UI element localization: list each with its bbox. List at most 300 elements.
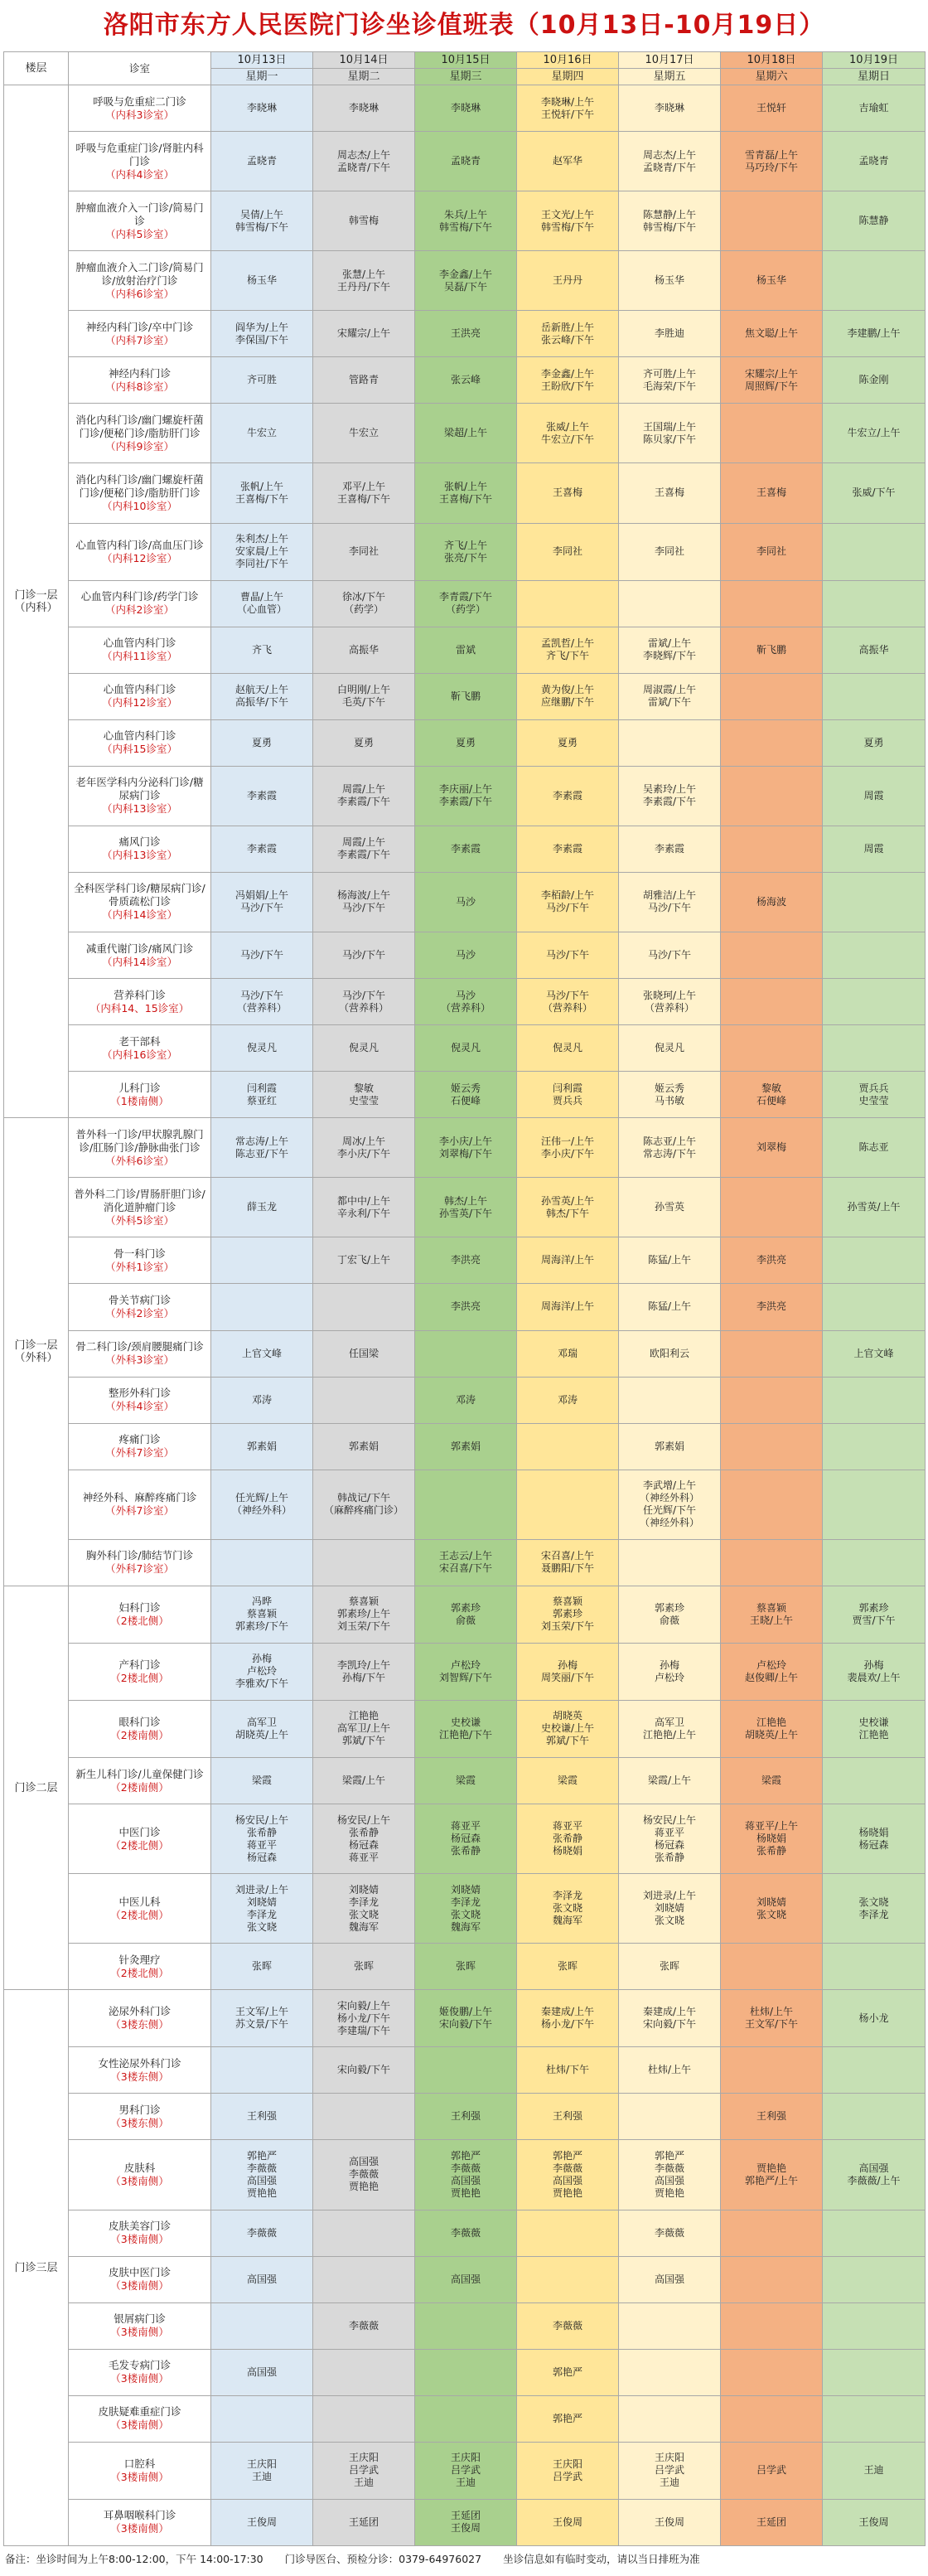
clinic-name: 肿瘤血液介入二门诊/简易门诊/放射治疗门诊 — [75, 260, 204, 287]
table-row — [4, 872, 926, 932]
doctor-cell: 王悦轩 — [721, 85, 823, 132]
doctor-cell: 刘翠梅 — [721, 1118, 823, 1178]
doctor-cell: 宋向毅/下午 — [313, 2047, 415, 2094]
doctor-cell — [721, 2395, 823, 2442]
doctor-cell: 郭艳严 李薇薇 高国强 贾艳艳 — [211, 2140, 313, 2210]
clinic-name: 新生儿科门诊/儿童保健门诊 — [75, 1767, 204, 1780]
doctor-cell: 杨安民/上午 张希静 杨冠森 蒋亚平 — [313, 1804, 415, 1874]
doctor-cell: 王俊周 — [211, 2499, 313, 2545]
doctor-cell: 史校谦 江艳艳/下午 — [415, 1700, 517, 1757]
table-row — [4, 1586, 926, 1643]
doctor-cell: 高振华 — [823, 627, 926, 673]
clinic-room: （外科2诊室） — [105, 1306, 174, 1319]
table-row — [4, 85, 926, 132]
doctor-cell — [517, 2210, 619, 2256]
clinic-name: 疼痛门诊 — [118, 1433, 161, 1446]
clinic-name: 口腔科 — [123, 2457, 156, 2470]
doctor-cell: 姬云秀 马书敏 — [619, 1072, 721, 1118]
doctor-cell: 管路青 — [313, 357, 415, 404]
clinic-cell — [69, 2395, 211, 2442]
doctor-cell: 王喜梅 — [619, 463, 721, 523]
doctor-cell: 张云峰 — [415, 357, 517, 404]
clinic-cell — [69, 1700, 211, 1757]
doctor-cell: 赵军华 — [517, 132, 619, 191]
doctor-cell: 杨玉华 — [211, 251, 313, 311]
clinic-name: 整形外科门诊 — [108, 1387, 171, 1400]
doctor-cell — [823, 2395, 926, 2442]
table-row — [4, 2302, 926, 2349]
floor-label: 门诊一层 （外科） — [4, 1118, 69, 1586]
doctor-cell: 高国强 — [619, 2256, 721, 2302]
doctor-cell: 任国梁 — [313, 1330, 415, 1377]
doctor-cell: 常志涛/上午 陈志亚/下午 — [211, 1118, 313, 1178]
doctor-cell: 张晖 — [415, 1944, 517, 1990]
doctor-cell: 邓涛 — [517, 1377, 619, 1423]
doctor-cell — [721, 1423, 823, 1470]
doctor-cell: 陈猛/上午 — [619, 1284, 721, 1330]
doctor-cell: 孙雪英/上午 — [823, 1178, 926, 1237]
clinic-name: 骨关节病门诊 — [108, 1293, 171, 1306]
doctor-cell: 马沙/下午 — [211, 932, 313, 979]
doctor-cell — [619, 1377, 721, 1423]
doctor-cell: 周霞/上午 李素霞/下午 — [313, 826, 415, 872]
doctor-cell: 高国强 — [211, 2256, 313, 2302]
doctor-cell: 陈志亚/上午 常志涛/下午 — [619, 1118, 721, 1178]
clinic-name: 针灸理疗 — [118, 1953, 161, 1966]
doctor-cell: 邓瑞 — [517, 1330, 619, 1377]
schedule-body — [4, 85, 926, 2546]
doctor-cell: 周霞 — [823, 826, 926, 872]
clinic-cell — [69, 191, 211, 251]
clinic-room: （内科14诊室） — [102, 955, 177, 968]
doctor-cell: 张晖 — [517, 1944, 619, 1990]
table-row — [4, 1758, 926, 1804]
doctor-cell: 曹晶/上午 （心血管） — [211, 580, 313, 627]
clinic-cell — [69, 1072, 211, 1118]
doctor-cell — [721, 1025, 823, 1072]
doctor-cell: 李武增/上午 （神经外科） 任光辉/下午 （神经外科） — [619, 1470, 721, 1539]
doctor-cell: 雷斌 — [415, 627, 517, 673]
clinic-room: （外科1诊室） — [105, 1260, 174, 1273]
doctor-cell — [721, 1470, 823, 1539]
doctor-cell: 梁霞/上午 — [313, 1758, 415, 1804]
doctor-cell: 吉瑜虹 — [823, 85, 926, 132]
clinic-cell — [69, 1330, 211, 1377]
doctor-cell — [823, 1377, 926, 1423]
doctor-cell: 高国强 李薇薇/上午 — [823, 2140, 926, 2210]
doctor-cell — [721, 2256, 823, 2302]
clinic-cell — [69, 85, 211, 132]
doctor-cell: 闫利霞 贾兵兵 — [517, 1072, 619, 1118]
doctor-cell — [823, 1539, 926, 1586]
doctor-cell: 杜炜/上午 王文军/下午 — [721, 1990, 823, 2047]
doctor-cell — [415, 2349, 517, 2395]
doctor-cell: 杜炜/上午 — [619, 2047, 721, 2094]
doctor-cell: 高国强 — [415, 2256, 517, 2302]
doctor-cell — [721, 1539, 823, 1586]
doctor-cell: 张晖 — [619, 1944, 721, 1990]
doctor-cell: 蒋亚平 张希静 杨晓娟 — [517, 1804, 619, 1874]
doctor-cell: 吴素玲/上午 李素霞/下午 — [619, 766, 721, 826]
clinic-room: （3楼东侧） — [110, 2116, 169, 2129]
clinic-cell — [69, 1758, 211, 1804]
table-row — [4, 2047, 926, 2094]
doctor-cell — [823, 1944, 926, 1990]
clinic-room: （3楼东侧） — [110, 2018, 169, 2031]
table-row — [4, 2210, 926, 2256]
clinic-room: （2楼北侧） — [110, 1614, 169, 1627]
clinic-cell — [69, 1025, 211, 1072]
clinic-room: （外科7诊室） — [105, 1446, 174, 1460]
doctor-cell: 郭艳严 李薇薇 高国强 贾艳艳 — [619, 2140, 721, 2210]
doctor-cell: 马沙/下午 — [619, 932, 721, 979]
doctor-cell — [313, 2210, 415, 2256]
doctor-cell: 李晓琳 — [415, 85, 517, 132]
date-header-row — [4, 52, 926, 69]
doctor-cell — [517, 580, 619, 627]
phone-note: 门诊导医台、预检分诊：0379-64976027 — [284, 2553, 482, 2565]
clinic-name: 减重代谢门诊/痛风门诊 — [85, 942, 194, 955]
clinic-name: 全科医学科门诊/糖尿病门诊/骨质疏松门诊 — [74, 882, 205, 908]
doctor-cell: 王喜梅 — [721, 463, 823, 523]
doctor-cell: 李同社 — [517, 523, 619, 580]
clinic-room: （2楼北侧） — [110, 1671, 169, 1684]
doctor-cell: 靳飞鹏 — [721, 627, 823, 673]
doctor-cell: 李同社 — [619, 523, 721, 580]
clinic-room: （内科12诊室） — [102, 696, 177, 709]
clinic-cell — [69, 2499, 211, 2545]
clinic-name: 呼吸与危重症二门诊 — [93, 94, 186, 108]
doctor-cell: 梁霞 — [415, 1758, 517, 1804]
table-row — [4, 2499, 926, 2545]
clinic-cell — [69, 2302, 211, 2349]
table-row — [4, 2094, 926, 2140]
clinic-cell — [69, 523, 211, 580]
doctor-cell: 杨安民/上午 蒋亚平 杨冠森 张希静 — [619, 1804, 721, 1874]
doctor-cell: 周淑霞/上午 雷斌/下午 — [619, 673, 721, 719]
doctor-cell: 王庆阳 吕学武 — [517, 2442, 619, 2499]
doctor-cell: 焦文聪/上午 — [721, 311, 823, 357]
doctor-cell: 靳飞鹏 — [415, 673, 517, 719]
clinic-room: （内科16诊室） — [102, 1048, 177, 1061]
clinic-room: （内科4诊室） — [105, 167, 174, 181]
doctor-cell: 王利强 — [721, 2094, 823, 2140]
clinic-cell — [69, 251, 211, 311]
table-row — [4, 311, 926, 357]
doctor-cell: 韩战记/下午 （麻醉疼痛门诊） — [313, 1470, 415, 1539]
table-row — [4, 1284, 926, 1330]
doctor-cell: 王庆阳 吕学武 王迪 — [415, 2442, 517, 2499]
clinic-name: 神经外科、麻醉疼痛门诊 — [82, 1491, 197, 1504]
doctor-cell — [721, 580, 823, 627]
clinic-name: 神经内科门诊 — [108, 366, 171, 380]
clinic-cell — [69, 1944, 211, 1990]
doctor-cell: 高国强 李薇薇 贾艳艳 — [313, 2140, 415, 2210]
doctor-cell: 汪伟一/上午 李小庆/下午 — [517, 1118, 619, 1178]
date-header: 10月14日 — [313, 52, 415, 69]
doctor-cell: 张晓珂/上午 （营养科） — [619, 979, 721, 1025]
doctor-cell: 李同社 — [313, 523, 415, 580]
doctor-cell: 王利强 — [211, 2094, 313, 2140]
clinic-name: 痛风门诊 — [118, 835, 161, 849]
clinic-cell — [69, 1539, 211, 1586]
doctor-cell: 姬云秀 石便峰 — [415, 1072, 517, 1118]
clinic-cell — [69, 1377, 211, 1423]
table-row — [4, 1178, 926, 1237]
doctor-cell — [619, 2349, 721, 2395]
clinic-room: （2楼南侧） — [110, 1780, 169, 1794]
table-row — [4, 979, 926, 1025]
doctor-cell: 马沙/下午 （营养科） — [211, 979, 313, 1025]
doctor-cell: 韩雪梅 — [313, 191, 415, 251]
doctor-cell: 李洪亮 — [721, 1237, 823, 1284]
clinic-room: （1楼南侧） — [110, 1094, 169, 1107]
doctor-cell: 刘晓婧 李泽龙 张文晓 魏海军 — [313, 1874, 415, 1944]
clinic-cell — [69, 463, 211, 523]
clinic-room: （内科7诊室） — [105, 333, 174, 346]
doctor-cell — [211, 2047, 313, 2094]
clinic-room: （3楼南侧） — [110, 2522, 169, 2535]
doctor-cell: 高军卫 江艳艳/上午 — [619, 1700, 721, 1757]
clinic-cell — [69, 357, 211, 404]
doctor-cell: 黄为俊/上午 应继鹏/下午 — [517, 673, 619, 719]
doctor-cell: 都中中/上午 辛永利/下午 — [313, 1178, 415, 1237]
doctor-cell — [721, 979, 823, 1025]
doctor-cell — [823, 1025, 926, 1072]
doctor-cell: 马沙/下午 （营养科） — [313, 979, 415, 1025]
doctor-cell: 上官文峰 — [211, 1330, 313, 1377]
clinic-name: 普外科一门诊/甲状腺乳腺门诊/肛肠门诊/静脉曲张门诊 — [75, 1127, 204, 1154]
table-row — [4, 357, 926, 404]
clinic-room: （内科5诊室） — [105, 227, 174, 240]
doctor-cell: 史校谦 江艳艳 — [823, 1700, 926, 1757]
doctor-cell: 陈金刚 — [823, 357, 926, 404]
doctor-cell: 王俊周 — [517, 2499, 619, 2545]
doctor-cell: 孙梅 裴晨欢/上午 — [823, 1643, 926, 1700]
doctor-cell: 卢松玲 刘智辉/下午 — [415, 1643, 517, 1700]
clinic-name: 皮肤科 — [123, 2161, 156, 2174]
table-row — [4, 627, 926, 673]
clinic-room: （3楼南侧） — [110, 2233, 169, 2246]
doctor-cell: 张慧/上午 王丹丹/下午 — [313, 251, 415, 311]
clinic-room: （内科11诊室） — [102, 650, 177, 663]
table-row — [4, 673, 926, 719]
clinic-room: （3楼南侧） — [110, 2326, 169, 2339]
doctor-cell: 李洪亮 — [415, 1237, 517, 1284]
doctor-cell: 王志云/上午 宋召喜/下午 — [415, 1539, 517, 1586]
doctor-cell: 李同社 — [721, 523, 823, 580]
doctor-cell: 秦建成/上午 宋向毅/下午 — [619, 1990, 721, 2047]
doctor-cell: 江艳艳 胡晓英/上午 — [721, 1700, 823, 1757]
doctor-cell: 周霞/上午 李素霞/下午 — [313, 766, 415, 826]
doctor-cell — [415, 2395, 517, 2442]
clinic-room: （3楼南侧） — [110, 2419, 169, 2432]
doctor-cell: 杨海波/上午 马沙/下午 — [313, 872, 415, 932]
table-row — [4, 719, 926, 766]
doctor-cell: 齐可胜 — [211, 357, 313, 404]
clinic-room: （内科3诊室） — [105, 108, 174, 121]
doctor-cell: 杨安民/上午 张希静 蒋亚平 杨冠森 — [211, 1804, 313, 1874]
doctor-cell: 马沙 — [415, 932, 517, 979]
doctor-cell: 蒋亚平 杨冠森 张希静 — [415, 1804, 517, 1874]
doctor-cell — [517, 2256, 619, 2302]
doctor-cell: 王文军/上午 苏文景/下午 — [211, 1990, 313, 2047]
doctor-cell: 徐冰/下午 （药学） — [313, 580, 415, 627]
doctor-cell: 孙雪英/上午 韩杰/下午 — [517, 1178, 619, 1237]
doctor-cell: 马沙/下午 — [517, 932, 619, 979]
clinic-cell — [69, 1470, 211, 1539]
clinic-cell — [69, 311, 211, 357]
doctor-cell: 郭素娟 — [313, 1423, 415, 1470]
clinic-room: （内科10诊室） — [102, 499, 177, 512]
doctor-cell: 李青霞/下午 （药学） — [415, 580, 517, 627]
doctor-cell: 高军卫 胡晓英/上午 — [211, 1700, 313, 1757]
doctor-cell: 王国瑞/上午 陈贝家/下午 — [619, 404, 721, 463]
doctor-cell — [211, 1284, 313, 1330]
table-row — [4, 251, 926, 311]
doctor-cell: 李庆丽/上午 李素霞/下午 — [415, 766, 517, 826]
doctor-cell: 李晓琳 — [313, 85, 415, 132]
doctor-cell: 孟晓青 — [211, 132, 313, 191]
doctor-cell: 王洪亮 — [415, 311, 517, 357]
doctor-cell — [313, 2094, 415, 2140]
doctor-cell: 郭素珍 俞薇 — [415, 1586, 517, 1643]
doctor-cell — [211, 1539, 313, 1586]
clinic-room: （2楼北侧） — [110, 1966, 169, 1979]
doctor-cell: 贾兵兵 史莹莹 — [823, 1072, 926, 1118]
doctor-cell — [823, 251, 926, 311]
doctor-cell — [619, 719, 721, 766]
clinic-room: （内科12诊室） — [102, 551, 177, 564]
weekday-header: 星期六 — [721, 69, 823, 85]
clinic-name: 泌尿外科门诊 — [108, 2005, 171, 2018]
clinic-name: 心血管内科门诊 — [103, 637, 176, 650]
doctor-cell — [823, 1237, 926, 1284]
clinic-cell — [69, 673, 211, 719]
clinic-room: （外科4诊室） — [105, 1400, 174, 1413]
doctor-cell: 李素霞 — [619, 826, 721, 872]
doctor-cell — [721, 2210, 823, 2256]
table-row — [4, 1330, 926, 1377]
doctor-cell: 胡晓英 史校谦/上午 郭斌/下午 — [517, 1700, 619, 1757]
doctor-cell: 李素霞 — [517, 826, 619, 872]
clinic-cell — [69, 1423, 211, 1470]
clinic-name: 心血管内科门诊/药学门诊 — [80, 590, 199, 603]
clinic-name: 骨一科门诊 — [114, 1247, 166, 1260]
doctor-cell: 张帆/上午 王喜梅/下午 — [415, 463, 517, 523]
clinic-room: （2楼北侧） — [110, 1908, 169, 1921]
date-header: 10月18日 — [721, 52, 823, 69]
weekday-header: 星期一 — [211, 69, 313, 85]
floor-header: 楼层 — [4, 52, 69, 85]
doctor-cell: 孟凯哲/上午 齐飞/下午 — [517, 627, 619, 673]
doctor-cell — [823, 872, 926, 932]
doctor-cell: 李建鹏/上午 — [823, 311, 926, 357]
doctor-cell: 李金鑫/上午 王盼欣/下午 — [517, 357, 619, 404]
clinic-name: 耳鼻咽喉科门诊 — [103, 2509, 176, 2522]
doctor-cell — [721, 719, 823, 766]
doctor-cell — [823, 979, 926, 1025]
doctor-cell: 王俊周 — [619, 2499, 721, 2545]
doctor-cell: 李泽龙 张文晓 魏海军 — [517, 1874, 619, 1944]
doctor-cell — [721, 1178, 823, 1237]
doctor-cell: 李素霞 — [211, 826, 313, 872]
floor-label: 门诊三层 — [4, 1990, 69, 2546]
doctor-cell — [823, 1423, 926, 1470]
clinic-room: （3楼南侧） — [110, 2372, 169, 2385]
doctor-cell: 蔡喜颖 郭素珍 刘玉荣/下午 — [517, 1586, 619, 1643]
doctor-cell: 王利强 — [415, 2094, 517, 2140]
clinic-name: 产科门诊 — [118, 1658, 161, 1671]
doctor-cell: 倪灵凡 — [619, 1025, 721, 1072]
clinic-cell — [69, 719, 211, 766]
doctor-cell — [313, 2256, 415, 2302]
doctor-cell: 蔡喜颖 王晓/上午 — [721, 1586, 823, 1643]
table-row — [4, 1118, 926, 1178]
doctor-cell: 倪灵凡 — [415, 1025, 517, 1072]
hours-note: 备注：坐诊时间为上午8:00-12:00，下午 14:00-17:30 — [5, 2553, 263, 2565]
doctor-cell — [721, 1944, 823, 1990]
clinic-cell — [69, 872, 211, 932]
doctor-cell: 白明刚/上午 毛英/下午 — [313, 673, 415, 719]
clinic-name: 神经内科门诊/卒中门诊 — [85, 320, 194, 333]
clinic-name: 中医门诊 — [118, 1825, 161, 1838]
table-row — [4, 1377, 926, 1423]
clinic-name: 儿科门诊 — [118, 1081, 161, 1094]
doctor-cell: 胡雅洁/上午 马沙/下午 — [619, 872, 721, 932]
clinic-name: 骨二科门诊/颈肩腰腿痛门诊 — [75, 1340, 204, 1353]
doctor-cell: 吴倩/上午 韩雪梅/下午 — [211, 191, 313, 251]
doctor-cell — [211, 2395, 313, 2442]
table-row — [4, 2395, 926, 2442]
table-row — [4, 1072, 926, 1118]
doctor-cell: 陈志亚 — [823, 1118, 926, 1178]
doctor-cell: 王庆阳 王迪 — [211, 2442, 313, 2499]
doctor-cell: 李薇薇 — [415, 2210, 517, 2256]
table-row — [4, 132, 926, 191]
clinic-cell — [69, 1586, 211, 1643]
clinic-cell — [69, 580, 211, 627]
doctor-cell: 李胜迪 — [619, 311, 721, 357]
doctor-cell — [415, 2047, 517, 2094]
table-row — [4, 2256, 926, 2302]
doctor-cell: 郭素娟 — [415, 1423, 517, 1470]
doctor-cell: 周冰/上午 李小庆/下午 — [313, 1118, 415, 1178]
doctor-cell: 韩杰/上午 孙雪英/下午 — [415, 1178, 517, 1237]
doctor-cell: 丁宏飞/上午 — [313, 1237, 415, 1284]
doctor-cell: 李素霞 — [211, 766, 313, 826]
doctor-cell: 张文晓 李泽龙 — [823, 1874, 926, 1944]
doctor-cell: 李洪亮 — [415, 1284, 517, 1330]
doctor-cell: 张威/下午 — [823, 463, 926, 523]
floor-label: 门诊一层 （内科） — [4, 85, 69, 1118]
table-row — [4, 1874, 926, 1944]
doctor-cell: 杨晓娟 杨冠森 — [823, 1804, 926, 1874]
doctor-cell: 李洪亮 — [721, 1284, 823, 1330]
clinic-cell — [69, 1990, 211, 2047]
doctor-cell — [313, 1377, 415, 1423]
doctor-cell: 郭艳严 — [517, 2395, 619, 2442]
doctor-cell: 孙梅 卢松玲 李雅欢/下午 — [211, 1643, 313, 1700]
doctor-cell: 夏勇 — [517, 719, 619, 766]
clinic-name: 中医儿科 — [118, 1895, 161, 1908]
footer-note — [5, 2551, 718, 2566]
doctor-cell: 李素霞 — [517, 766, 619, 826]
doctor-cell: 张晖 — [211, 1944, 313, 1990]
clinic-room: （外科7诊室） — [105, 1504, 174, 1518]
clinic-cell — [69, 1874, 211, 1944]
date-header: 10月17日 — [619, 52, 721, 69]
